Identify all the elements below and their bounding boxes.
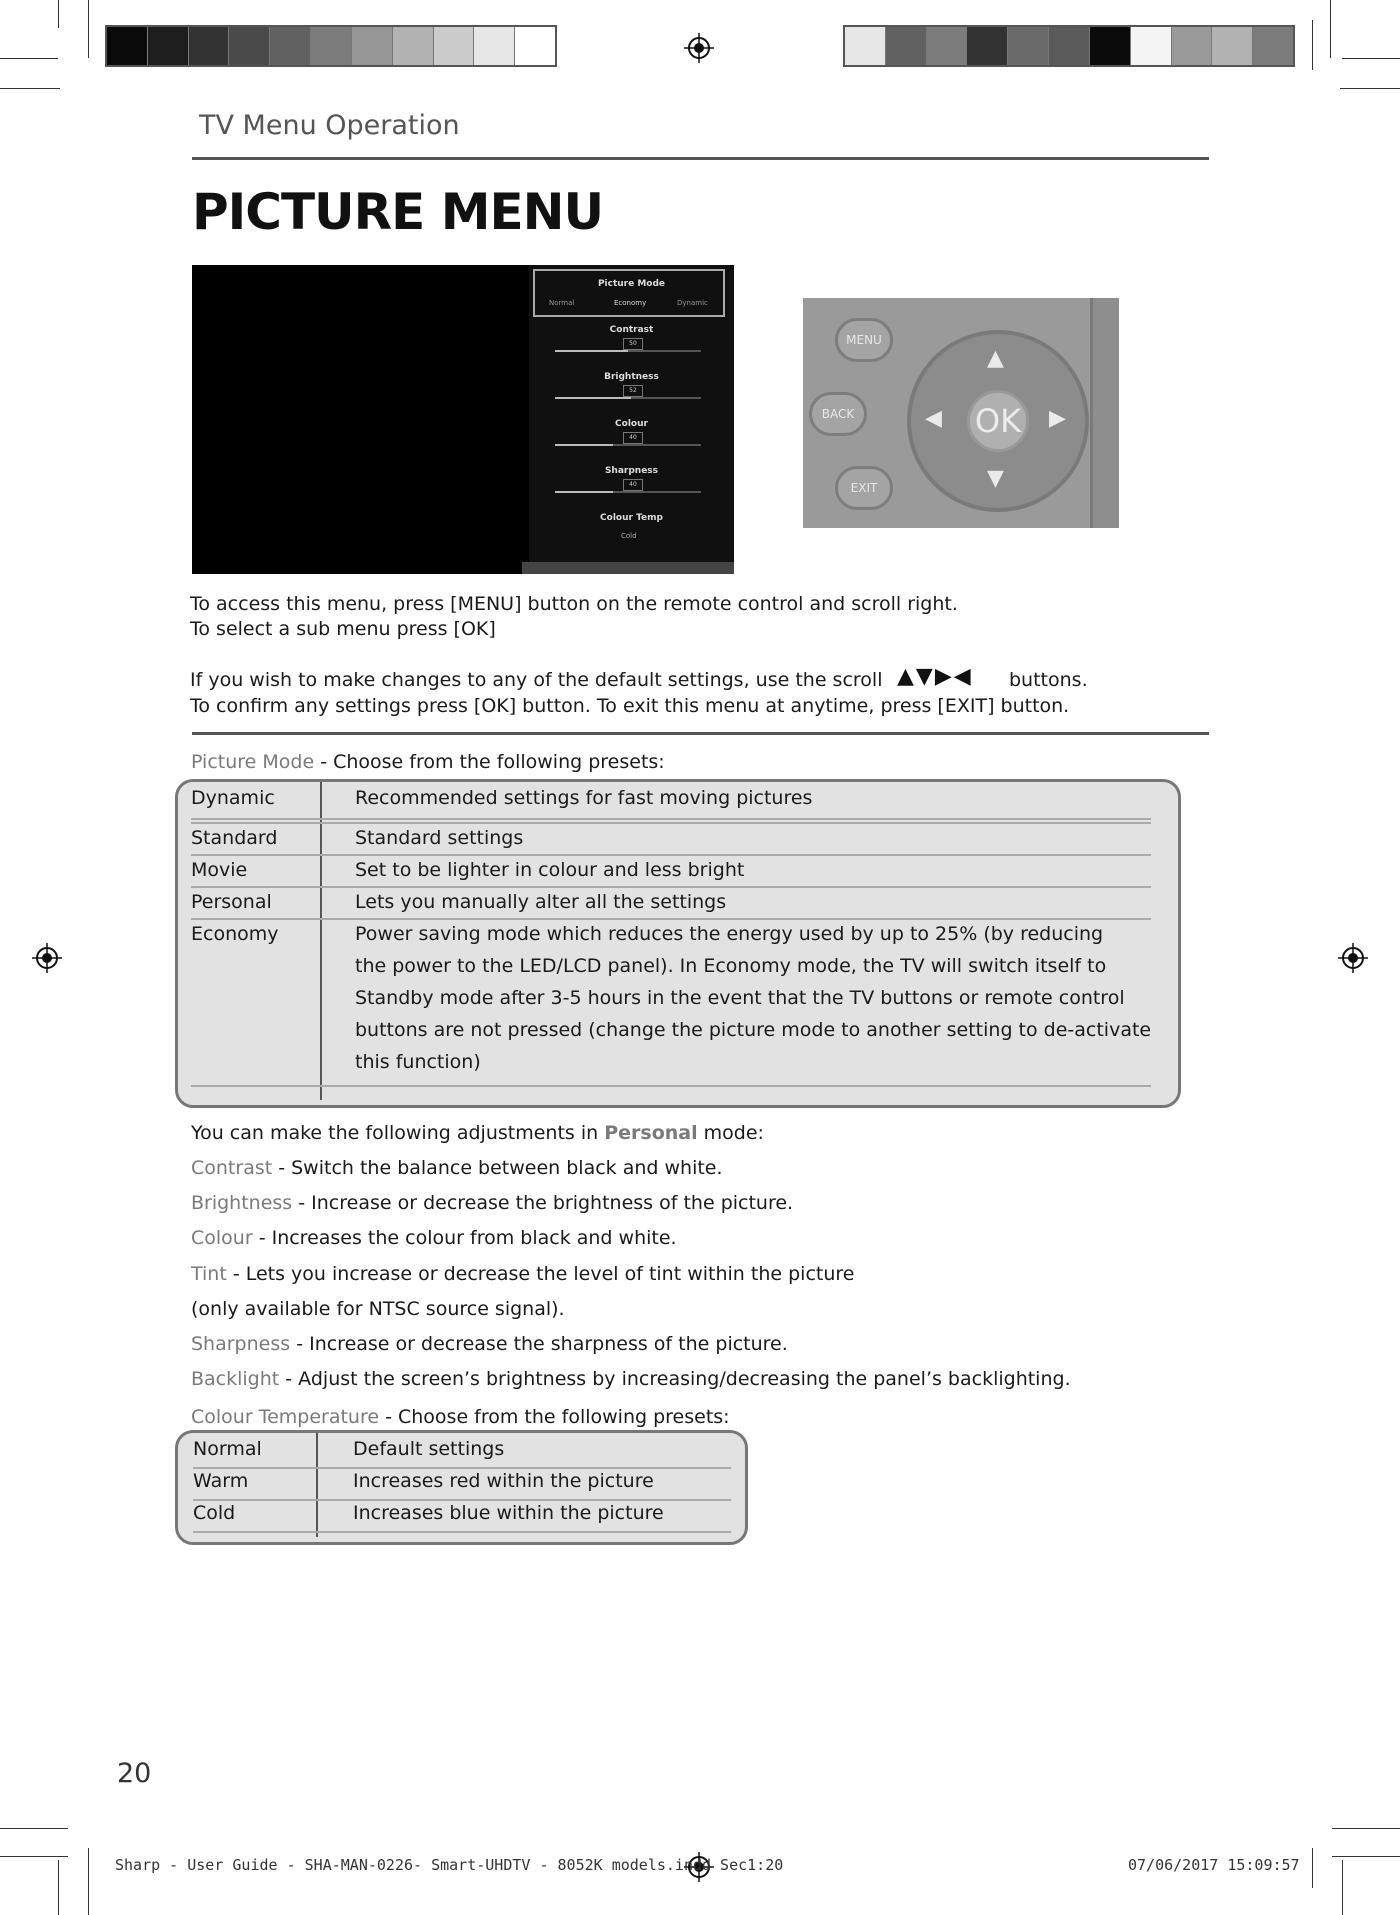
personal-intro <box>191 1122 764 1144</box>
colour-temp-label: Colour Temperature <box>191 1406 380 1428</box>
table-cell-name: Normal <box>193 1438 262 1460</box>
table-divider <box>316 1433 318 1537</box>
table-row-divider <box>191 918 1151 920</box>
tv-setting-label: Brightness <box>604 372 659 382</box>
instruction-line: To access this menu, press [MENU] button on the remote control and scroll right. <box>190 593 958 615</box>
instruction-line: buttons. <box>1009 669 1088 691</box>
remote-menu-button: MENU <box>835 318 893 362</box>
picture-mode-box <box>533 269 725 317</box>
table-row-divider <box>191 854 1151 856</box>
instruction-line: To confirm any settings press [OK] button. To exit this menu at anytime, press [EXIT] button. <box>190 695 1070 717</box>
tv-setting-fill <box>555 350 628 352</box>
tv-mode-option: Dynamic <box>677 299 708 307</box>
table-cell-desc: Standard settings <box>355 827 524 849</box>
table-cell-desc: Power saving mode which reduces the energy used by up to 25% (by reducing <box>355 923 1104 945</box>
instruction-line: If you wish to make changes to any of the default settings, use the scroll <box>190 669 883 691</box>
page-title: PICTURE MENU <box>192 183 604 241</box>
adjustment-item <box>191 1192 793 1214</box>
adjustment-desc: - Increase or decrease the sharpness of the picture. <box>290 1333 788 1355</box>
arrow-left-icon: ◀ <box>925 406 942 431</box>
table-row-divider <box>191 818 1151 820</box>
table-row-divider <box>191 886 1151 888</box>
tv-picture-menu-panel <box>529 265 734 574</box>
arrow-down-icon: ▼ <box>987 466 1004 491</box>
tv-bottom-strip <box>522 562 734 574</box>
adjustment-desc: - Lets you increase or decrease the level of tint within the picture <box>226 1263 855 1285</box>
table-cell-name: Personal <box>191 891 272 913</box>
section-label: TV Menu Operation <box>199 110 460 141</box>
adjustment-term: Sharpness <box>191 1333 291 1355</box>
table-cell-desc: Set to be lighter in colour and less bright <box>355 859 745 881</box>
header-rule <box>192 157 1209 160</box>
adjustment-item <box>191 1298 565 1320</box>
adjustment-item <box>191 1333 788 1355</box>
table-cell-desc: this function) <box>355 1051 481 1073</box>
footer-file-info: Sharp - User Guide - SHA-MAN-0226- Smart-UHDTV - 8052K models.indd Sec1:20 <box>115 1856 784 1874</box>
remote-back-button: BACK <box>809 392 867 436</box>
tv-colour-temp-label: Colour Temp <box>600 513 663 523</box>
tv-setting-value: 40 <box>623 432 643 444</box>
table-cell-desc: Increases red within the picture <box>353 1470 654 1492</box>
table-cell-name: Economy <box>191 923 279 945</box>
colour-temp-intro: - Choose from the following presets: <box>379 1406 730 1428</box>
table-cell-name: Standard <box>191 827 278 849</box>
grayscale-color-bar-right <box>843 25 1295 67</box>
tv-setting-label: Sharpness <box>604 466 659 476</box>
registration-mark-icon <box>684 33 714 63</box>
personal-intro-text: You can make the following adjustments in <box>191 1122 605 1144</box>
table-cell-desc: Lets you manually alter all the settings <box>355 891 727 913</box>
table-row-divider <box>193 1499 731 1501</box>
table-cell-desc: buttons are not pressed (change the picture mode to another setting to de-activate <box>355 1019 1152 1041</box>
tv-setting-label: Colour <box>615 419 648 429</box>
registration-mark-icon <box>1338 943 1368 973</box>
table-row-divider <box>193 1467 731 1469</box>
arrow-up-icon: ▲ <box>987 346 1004 371</box>
tv-picture-mode-label: Picture Mode <box>597 279 666 289</box>
adjustment-desc: - Increase or decrease the brightness of the picture. <box>292 1192 794 1214</box>
tv-setting-fill <box>555 491 613 493</box>
picture-mode-intro: - Choose from the following presets: <box>314 751 665 773</box>
remote-control-photo <box>803 298 1119 528</box>
personal-intro-text: mode: <box>697 1122 764 1144</box>
table-row-divider <box>191 1085 1151 1087</box>
remote-ok-button: OK <box>967 390 1029 452</box>
tv-mode-option: Normal <box>549 299 575 307</box>
tv-menu-screenshot <box>192 265 734 574</box>
table-cell-desc: Increases blue within the picture <box>353 1502 664 1524</box>
section-rule <box>192 732 1209 735</box>
picture-mode-table <box>175 779 1181 1108</box>
table-row-divider <box>191 822 1151 824</box>
tv-setting-value: 52 <box>623 385 643 397</box>
table-cell-desc: Recommended settings for fast moving pictures <box>355 787 813 809</box>
tv-mode-option: Economy <box>614 299 647 307</box>
adjustment-term: Contrast <box>191 1157 273 1179</box>
adjustment-item <box>191 1368 1071 1390</box>
remote-exit-button: EXIT <box>835 466 893 510</box>
adjustment-term: Tint <box>191 1263 227 1285</box>
colour-temp-heading <box>191 1406 730 1428</box>
tv-setting-label: Contrast <box>609 325 654 335</box>
tv-setting-value: 40 <box>623 479 643 491</box>
remote-dpad <box>907 330 1089 512</box>
arrow-right-icon: ▶ <box>1049 406 1066 431</box>
tv-colour-temp-value: Cold <box>621 532 637 540</box>
table-cell-desc: Default settings <box>353 1438 505 1460</box>
adjustment-desc: - Switch the balance between black and white. <box>272 1157 723 1179</box>
picture-mode-heading <box>191 751 665 773</box>
table-cell-name: Dynamic <box>191 787 275 809</box>
table-row-divider <box>193 1531 731 1533</box>
footer-timestamp: 07/06/2017 15:09:57 <box>1128 1856 1300 1874</box>
adjustment-desc: (only available for NTSC source signal). <box>191 1298 565 1320</box>
registration-mark-icon <box>32 943 62 973</box>
adjustment-term: Brightness <box>191 1192 293 1214</box>
tv-setting-fill <box>555 444 613 446</box>
table-cell-desc: the power to the LED/LCD panel). In Economy mode, the TV will switch itself to <box>355 955 1107 977</box>
personal-mode-term: Personal <box>604 1122 698 1144</box>
table-cell-name: Movie <box>191 859 248 881</box>
adjustment-item <box>191 1263 854 1285</box>
table-cell-name: Cold <box>193 1502 236 1524</box>
page-number: 20 <box>117 1758 152 1789</box>
adjustment-item <box>191 1227 677 1249</box>
grayscale-color-bar-left <box>105 25 557 67</box>
tv-setting-fill <box>555 397 631 399</box>
tv-setting-value: 50 <box>623 338 643 350</box>
table-cell-name: Warm <box>193 1470 249 1492</box>
adjustment-item <box>191 1157 723 1179</box>
adjustment-desc: - Adjust the screen’s brightness by increasing/decreasing the panel’s backlighting. <box>279 1368 1071 1390</box>
colour-temp-table <box>175 1430 748 1545</box>
picture-mode-label: Picture Mode <box>191 751 315 773</box>
scroll-arrows-icon: ▲▼▶◀ <box>897 664 973 689</box>
adjustment-desc: - Increases the colour from black and white. <box>252 1227 677 1249</box>
table-cell-desc: Standby mode after 3-5 hours in the event that the TV buttons or remote control <box>355 987 1125 1009</box>
instruction-line: To select a sub menu press [OK] <box>190 618 496 640</box>
adjustment-term: Backlight <box>191 1368 280 1390</box>
remote-side-edge <box>1090 298 1119 528</box>
table-divider <box>320 782 322 1100</box>
adjustment-term: Colour <box>191 1227 253 1249</box>
